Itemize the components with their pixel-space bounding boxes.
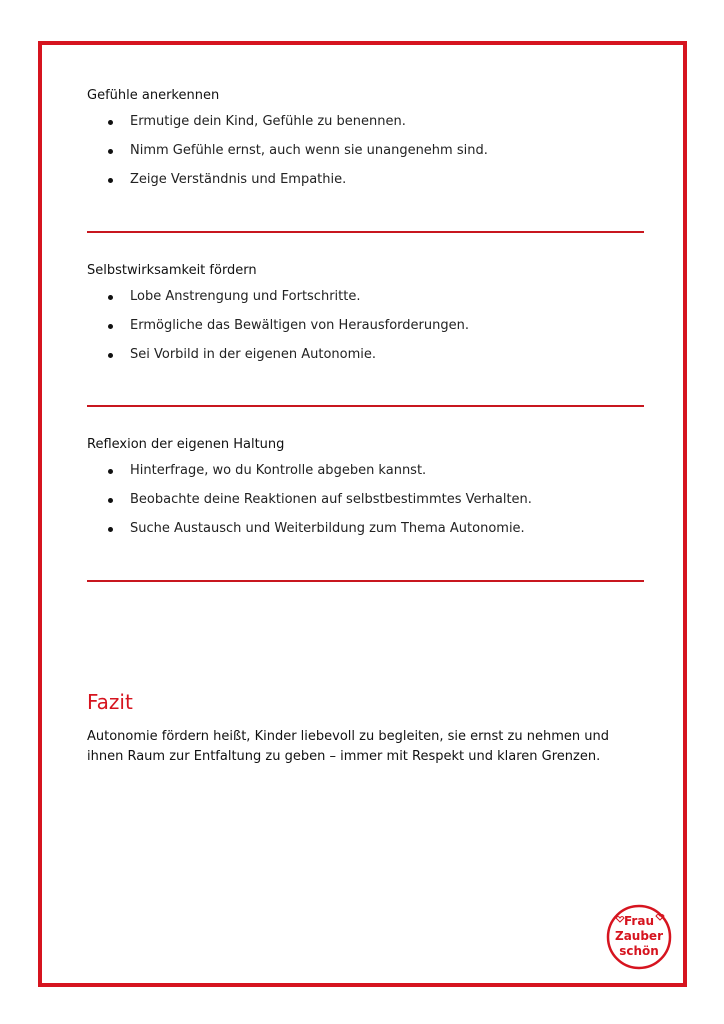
list-item-text: Ermögliche das Bewältigen von Herausforderungen. [130, 318, 469, 333]
list-item-text: Ermutige dein Kind, Gefühle zu benennen. [130, 114, 406, 129]
bullet-icon [108, 498, 113, 503]
bullet-icon [108, 149, 113, 154]
list-item-text: Beobachte deine Reaktionen auf selbstbestimmtes Verhalten. [130, 492, 532, 507]
list-item [87, 462, 643, 491]
conclusion-heading: Fazit [87, 690, 133, 714]
section-divider [87, 231, 644, 233]
section-title: Reflexion der eigenen Haltung [87, 437, 285, 452]
section-divider [87, 580, 644, 582]
bullet-list [87, 288, 643, 375]
list-item-text: Hinterfrage, wo du Kontrolle abgeben kannst. [130, 463, 427, 478]
bullet-icon [108, 324, 113, 329]
bullet-icon [108, 469, 113, 474]
section-title: Selbstwirksamkeit fördern [87, 263, 257, 278]
list-item-text: Suche Austausch und Weiterbildung zum Thema Autonomie. [130, 521, 525, 536]
list-item [87, 142, 643, 171]
section-title: Gefühle anerkennen [87, 88, 220, 103]
list-item-text: Nimm Gefühle ernst, auch wenn sie unangenehm sind. [130, 143, 488, 158]
list-item-text: Lobe Anstrengung und Fortschritte. [130, 289, 361, 304]
bullet-icon [108, 178, 113, 183]
list-item [87, 288, 643, 317]
section-self-efficacy [87, 262, 643, 375]
logo-line-3: schön [619, 944, 659, 958]
section-divider [87, 405, 644, 407]
section-feelings [87, 87, 643, 200]
list-item-text: Zeige Verständnis und Empathie. [130, 172, 347, 187]
bullet-icon [108, 353, 113, 358]
list-item [87, 491, 643, 520]
bullet-icon [108, 120, 113, 125]
frau-zauber-schoen-logo [606, 904, 672, 970]
bullet-list [87, 113, 643, 200]
list-item-text: Sei Vorbild in der eigenen Autonomie. [130, 347, 376, 362]
conclusion-text: Autonomie fördern heißt, Kinder liebevoll zu begleiten, sie ernst zu nehmen und ihnen Raum zur Entfaltung zu geben – immer mit Respekt und klaren Grenzen. [87, 729, 609, 764]
list-item [87, 317, 643, 346]
list-item [87, 520, 643, 549]
list-item [87, 113, 643, 142]
bullet-icon [108, 295, 113, 300]
bullet-icon [108, 527, 113, 532]
list-item [87, 346, 643, 375]
section-reflection [87, 436, 643, 549]
list-item [87, 171, 643, 200]
logo-line-2: Zauber [615, 929, 663, 943]
bullet-list [87, 462, 643, 549]
logo-line-1: Frau [624, 914, 654, 928]
